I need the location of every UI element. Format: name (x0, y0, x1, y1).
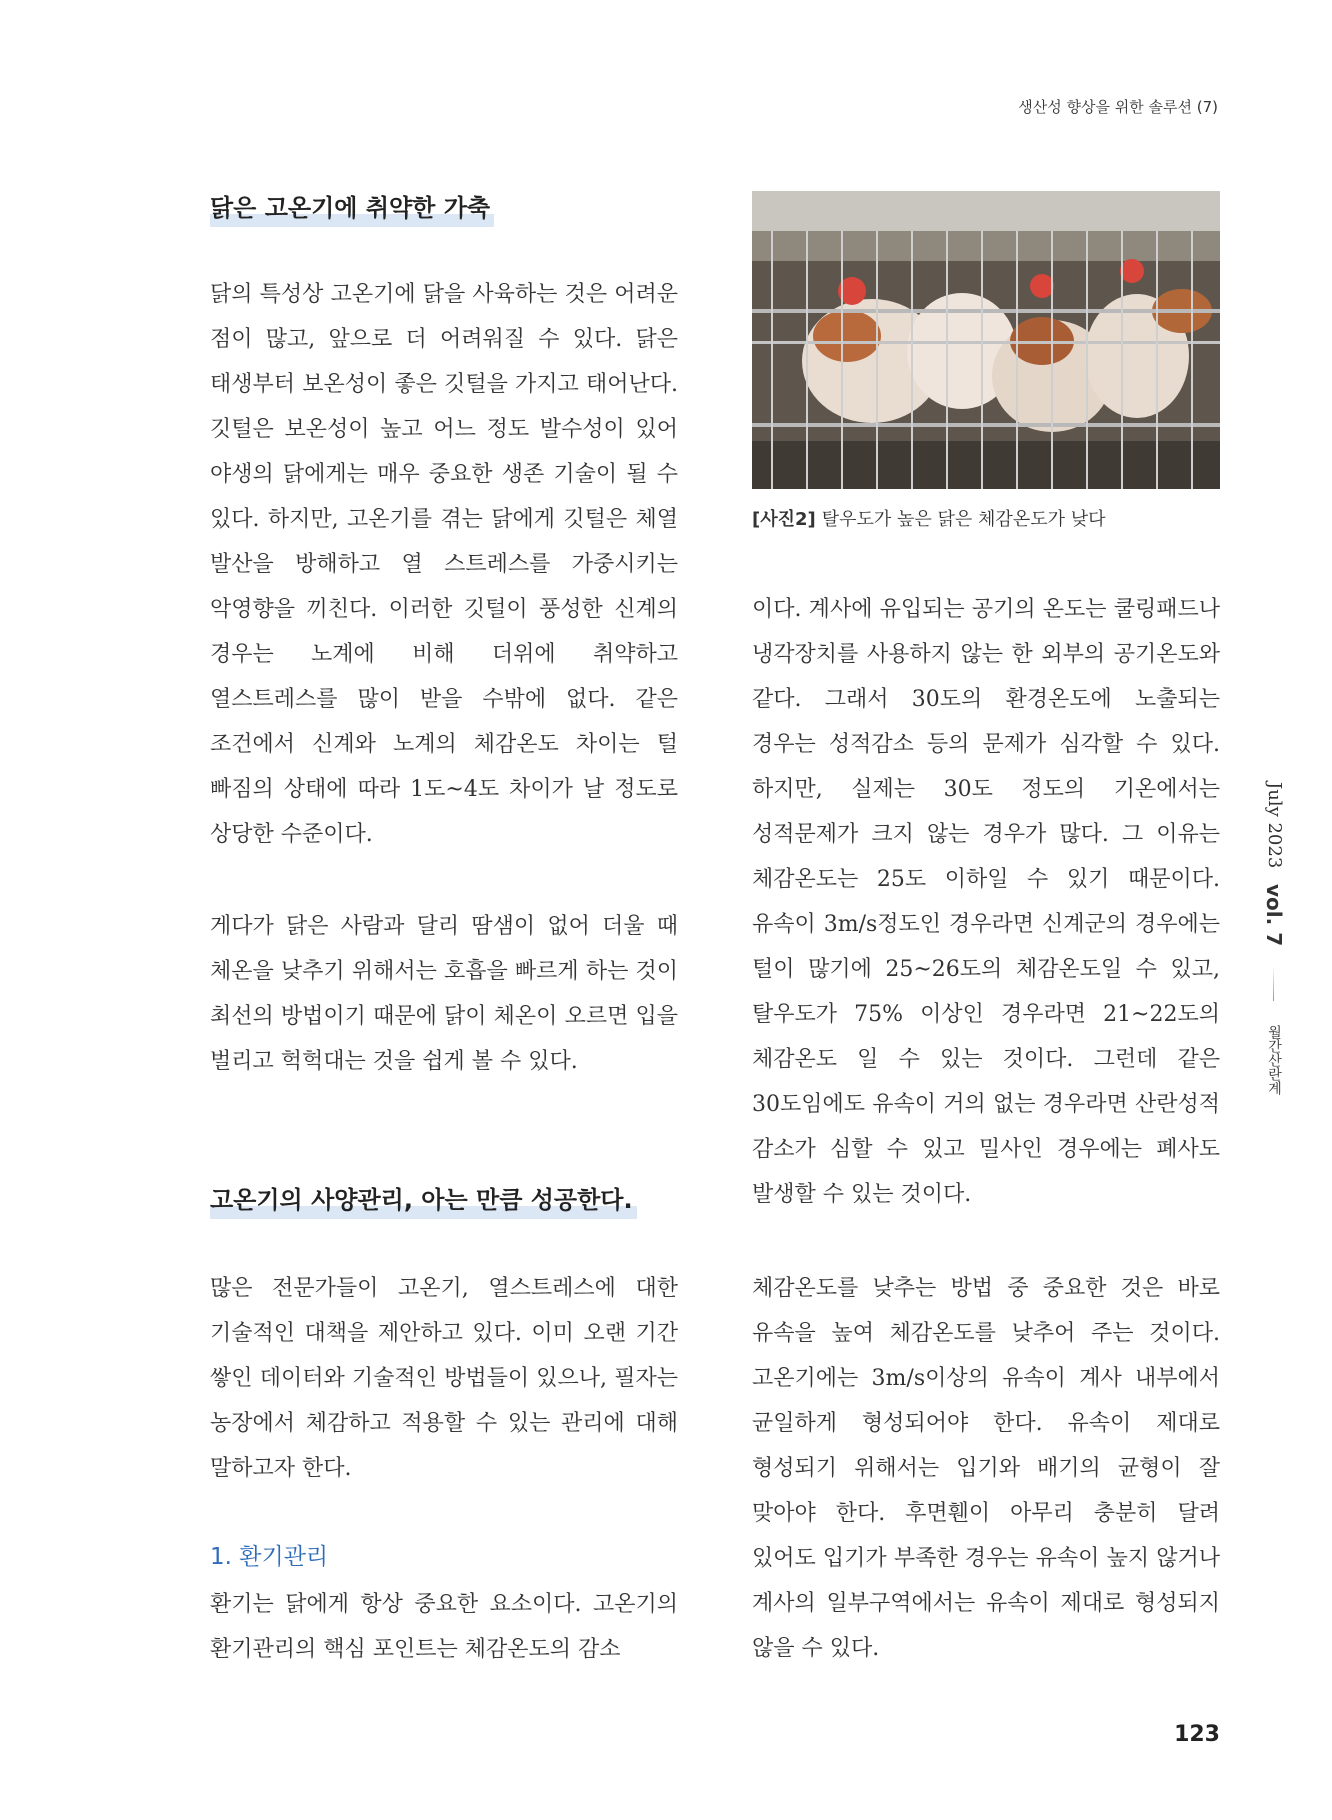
caption-tag: [사진2] (752, 509, 816, 530)
header-title: 생산성 향상을 위한 솔루션 (7) (1018, 98, 1218, 116)
caption-text: 탈우도가 높은 닭은 체감온도가 낮다 (821, 509, 1106, 530)
issue-volume: vol. 7 (1262, 884, 1286, 947)
page-number: 123 (1174, 1722, 1220, 1747)
divider (1273, 966, 1275, 1001)
body-paragraph: 이다. 계사에 유입되는 공기의 온도는 쿨링패드나 냉각장치를 사용하지 않는 한 외부의 공기온도와 같다. 그래서 30도의 환경온도에 노출되는 경우는 성적감소 등의 문제가 심각할 수 있다. 하지만, 실제는 30도 정도의 기온에서는 성적문제가 크지 않는 경우가 많다. 그 이유는 체감온도는 25도 이하일 수 있기 때문이다. 유속이 3m/s정도인 경우라면 신계군의 경우에는 털이 많기에 25~26도의 체감온도일 수 있고, 탈우도가 75% 이상인 경우라면 21~22도의 체감온도 일 수 있는 것이다. 그런데 같은 30도임에도 유속이 거의 없는 경우라면 산란성적 감소가 심할 수 있고 밀사인 경우에는 폐사도 발생할 수 있는 것이다. (752, 597, 1220, 1207)
body-paragraph: 닭의 특성상 고온기에 닭을 사육하는 것은 어려운 점이 많고, 앞으로 더 어려워질 수 있다. 닭은 태생부터 보온성이 좋은 깃털을 가지고 태어난다. 깃털은 보온성이 높고 어느 정도 발수성이 있어 야생의 닭에게는 매우 중요한 생존 기술이 될 수 있다. 하지만, 고온기를 겪는 닭에게 깃털은 체열 발산을 방해하고 열 스트레스를 가중시키는 악영향을 끼친다. 이러한 깃털이 풍성한 신계의 경우는 노계에 비해 더위에 취약하고 열스트레스를 많이 받을 수밖에 없다. 같은 조건에서 신계와 노계의 체감온도 차이는 털 빠짐의 상태에 따라 1도~4도 차이가 날 정도로 상당한 수준이다. (210, 282, 678, 847)
issue-date: July 2023 (1264, 782, 1285, 869)
section-heading-management: 고온기의 사양관리, 아는 만큼 성공한다. (210, 1178, 637, 1219)
section-heading-heat-vulnerability: 닭은 고온기에 취약한 가축 (210, 186, 494, 227)
hens-illustration (752, 191, 1220, 489)
side-tab (1262, 782, 1286, 1095)
photo-caption (752, 505, 1105, 531)
body-paragraph: 체감온도를 낮추는 방법 중 중요한 것은 바로 유속을 높여 체감온도를 낮추어 주는 것이다. 고온기에는 3m/s이상의 유속이 계사 내부에서 균일하게 형성되어야 한다. 유속이 제대로 형성되기 위해서는 입기와 배기의 균형이 잘 맞아야 한다. 후면휀이 아무리 충분히 달려 있어도 입기가 부족한 경우는 유속이 높지 않거나 계사의 일부구역에서는 유속이 제대로 형성되지 않을 수 있다. (752, 1276, 1220, 1661)
photo-hens-in-cage (752, 191, 1220, 489)
magazine-name: 월간산란계 (1266, 1024, 1282, 1095)
body-paragraph: 환기는 닭에게 항상 중요한 요소이다. 고온기의 환기관리의 핵심 포인트는 체감온도의 감소 (210, 1592, 678, 1662)
body-paragraph: 많은 전문가들이 고온기, 열스트레스에 대한 기술적인 대책을 제안하고 있다. 이미 오랜 기간 쌓인 데이터와 기술적인 방법들이 있으나, 필자는 농장에서 체감하고 적용할 수 있는 관리에 대해 말하고자 한다. (210, 1276, 678, 1481)
body-paragraph: 게다가 닭은 사람과 달리 땀샘이 없어 더울 때 체온을 낮추기 위해서는 호흡을 빠르게 하는 것이 최선의 방법이기 때문에 닭이 체온이 오르면 입을 벌리고 헉헉대는 것을 쉽게 볼 수 있다. (210, 914, 678, 1074)
subsection-heading-ventilation: 1. 환기관리 (210, 1544, 329, 1570)
